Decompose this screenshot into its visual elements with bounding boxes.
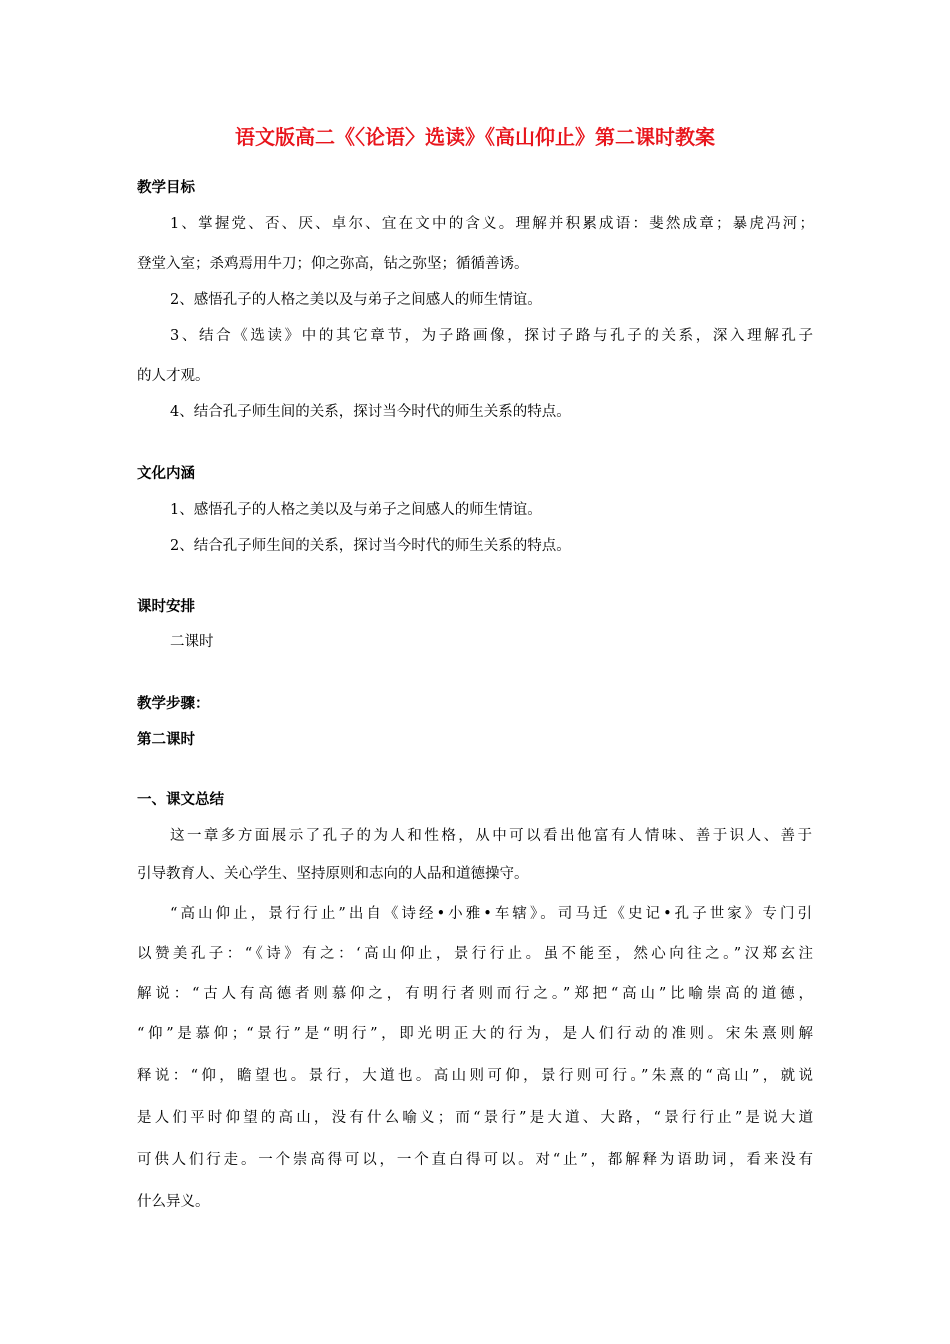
section-heading-summary: 一、课文总结 <box>137 792 224 808</box>
objectives-line: 3、结合《选读》中的其它章节，为子路画像，探讨子路与孔子的关系，深入理解孔子 <box>170 328 813 344</box>
section-heading-schedule: 课时安排 <box>137 599 195 615</box>
summary-line: 可供人们行走。一个崇高得可以，一个直白得可以。对“止”，都解释为语助词，看来没有 <box>137 1152 813 1168</box>
summary-line: 引导教育人、关心学生、坚持原则和志向的人品和道德操守。 <box>137 866 529 882</box>
summary-line: 以赞美孔子：“《诗》有之：‘高山仰止，景行行止。虽不能至，然心向往之。”汉郑玄注 <box>137 946 813 962</box>
section-subheading-period: 第二课时 <box>137 732 195 748</box>
objectives-line: 1、掌握党、否、厌、卓尔、宜在文中的含义。理解并积累成语：斐然成章；暴虎冯河； <box>170 216 814 232</box>
summary-line: 释说：“仰，瞻望也。景行，大道也。高山则可仰，景行则可行。”朱熹的“高山”，就说 <box>137 1068 813 1084</box>
objectives-line: 2、感悟孔子的人格之美以及与弟子之间感人的师生情谊。 <box>170 292 542 308</box>
section-heading-culture: 文化内涵 <box>137 466 195 482</box>
summary-line: 这一章多方面展示了孔子的为人和性格，从中可以看出他富有人情味、善于识人、善于 <box>170 828 812 844</box>
section-heading-steps: 教学步骤： <box>137 696 210 712</box>
summary-line: 什么异义。 <box>137 1194 210 1210</box>
summary-line: 解说：“古人有高德者则慕仰之，有明行者则而行之。”郑把“高山”比喻崇高的道德， <box>137 986 813 1002</box>
culture-line: 2、结合孔子师生间的关系，探讨当今时代的师生关系的特点。 <box>170 538 571 554</box>
objectives-line: 的人才观。 <box>137 368 210 384</box>
section-heading-objectives: 教学目标 <box>137 180 195 196</box>
objectives-line: 4、结合孔子师生间的关系，探讨当今时代的师生关系的特点。 <box>170 404 571 420</box>
schedule-line: 二课时 <box>170 634 214 650</box>
summary-line: “仰”是慕仰；“景行”是“明行”，即光明正大的行为，是人们行动的准则。宋朱熹则解 <box>137 1026 813 1042</box>
summary-line: “高山仰止，景行行止”出自《诗经•小雅•车辖》。司马迁《史记•孔子世家》专门引 <box>170 906 812 922</box>
objectives-line: 登堂入室；杀鸡焉用牛刀；仰之弥高，钻之弥坚；循循善诱。 <box>137 256 529 272</box>
document-title: 语文版高二《〈论语〉选读》《高山仰止》第二课时教案 <box>235 125 715 149</box>
culture-line: 1、感悟孔子的人格之美以及与弟子之间感人的师生情谊。 <box>170 502 542 518</box>
summary-line: 是人们平时仰望的高山，没有什么喻义；而“景行”是大道、大路，“景行行止”是说大道 <box>137 1110 813 1126</box>
